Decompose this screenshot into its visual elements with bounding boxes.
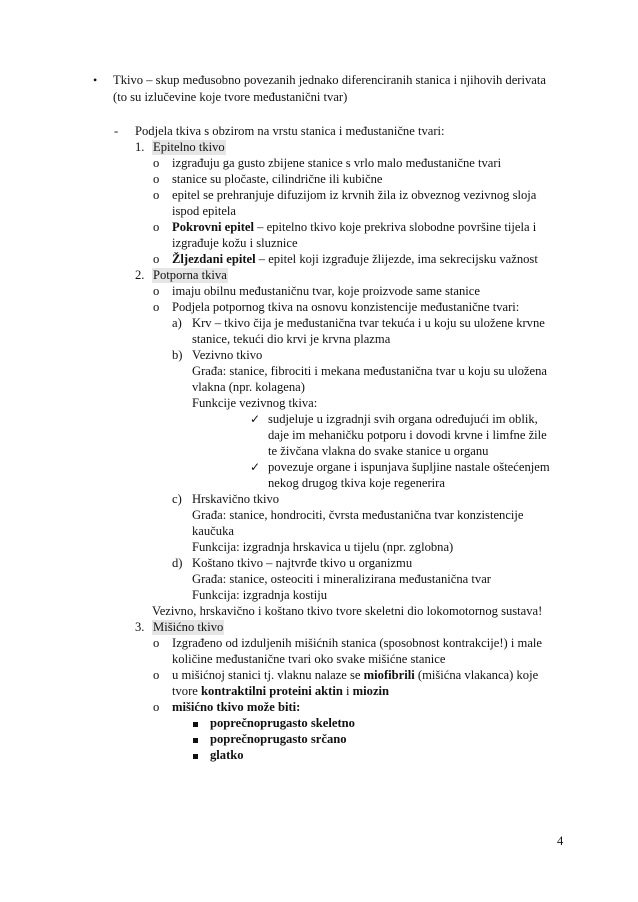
section-number-2: 2. xyxy=(135,268,145,282)
sec1-bullet-3-line-2: ispod epitela xyxy=(172,204,237,218)
sec1-bullet-4-line-2: izgrađuje kožu i sluznice xyxy=(172,236,298,250)
hrskavicno-title: Hrskavično tkivo xyxy=(192,492,280,506)
circle-bullet: o xyxy=(153,700,160,714)
pokrovni-epitel-term: Pokrovni epitel xyxy=(172,220,254,234)
vezivno-grada-line-1: Građa: stanice, fibrociti i mekana međustanična tvar u koju su uložena xyxy=(192,364,547,378)
vezivno-funkcija-2-line-2: nekog drugog tkiva koje regenerira xyxy=(268,476,445,490)
sec2-bullet-2: Podjela potpornog tkiva na osnovu konzistencije međustanične tvari: xyxy=(172,300,520,314)
square-bullet-icon xyxy=(193,738,198,743)
dash-item-text: Podjela tkiva s obzirom na vrstu stanica i međustanične tvari: xyxy=(135,124,445,138)
sec3-bullet-1-line-1: Izgrađeno od izduljenih mišićnih stanica (sposobnost kontrakcije!) i male xyxy=(172,636,543,650)
circle-bullet: o xyxy=(153,284,160,298)
section-number-3: 3. xyxy=(135,620,145,634)
muscle-type-1: poprečnoprugasto skeletno xyxy=(210,716,355,730)
circle-bullet: o xyxy=(153,668,160,682)
circle-bullet: o xyxy=(153,172,160,186)
sec1-bullet-1: izgrađuju ga gusto zbijene stanice s vrlo malo međustanične tvari xyxy=(172,156,502,170)
vezivno-funkcije-label: Funkcije vezivnog tkiva: xyxy=(192,396,318,410)
section-title-misicno: Mišićno tkivo xyxy=(153,620,224,634)
kostano-title: Koštano tkivo – najtvrđe tkivo u organizmu xyxy=(192,556,413,570)
dash-marker: - xyxy=(114,124,119,138)
sec3-bullet-1-line-2: količine međustanične tvari oko svake mišićne stanice xyxy=(172,652,446,666)
vezivno-funkcija-2-line-1: povezuje organe i ispunjava šupljine nastale oštećenjem xyxy=(268,460,550,474)
vezivno-funkcija-1-line-1: sudjeluje u izgradnji svih organa određujući im oblik, xyxy=(268,412,538,426)
sec2-summary: Vezivno, hrskavično i koštano tkivo tvore skeletni dio lokomotornog sustava! xyxy=(152,604,543,618)
letter-a: a) xyxy=(172,316,182,330)
hrskavicno-grada-line-1: Građa: stanice, hondrociti, čvrsta međustanična tvar konzistencije xyxy=(192,508,524,522)
vezivno-title: Vezivno tkivo xyxy=(192,348,263,362)
letter-c: c) xyxy=(172,492,182,506)
vezivno-funkcija-1-line-2: daje im mehaničku potporu i dovodi krvne i limfne žile xyxy=(268,428,547,442)
hrskavicno-funkcija: Funkcija: izgradnja hrskavica u tijelu (npr. zglobna) xyxy=(192,540,454,554)
krv-line-1: Krv – tkivo čija je međustanična tvar tekuća i u koju su uložene krvne xyxy=(192,316,545,330)
circle-bullet: o xyxy=(153,188,160,202)
kostano-funkcija: Funkcija: izgradnja kostiju xyxy=(192,588,328,602)
kostano-grada: Građa: stanice, osteociti i mineralizirana međustanična tvar xyxy=(192,572,491,586)
checkmark-icon: ✓ xyxy=(250,412,261,426)
hrskavicno-grada-line-2: kaučuka xyxy=(192,524,234,538)
letter-d: d) xyxy=(172,556,183,570)
bullet-dot-icon: • xyxy=(93,73,98,87)
circle-bullet: o xyxy=(153,220,160,234)
circle-bullet: o xyxy=(153,300,160,314)
vezivno-grada-line-2: vlakna (npr. kolagena) xyxy=(192,380,305,394)
sec1-bullet-5: Žljezdani epitel – epitel koji izgrađuje žlijezde, ima sekrecijsku važnost xyxy=(172,252,538,266)
sec3-bullet-3: mišićno tkivo može biti: xyxy=(172,700,301,714)
section-number-1: 1. xyxy=(135,140,145,154)
page-number: 4 xyxy=(557,834,564,848)
aktin-term: kontraktilni proteini aktin xyxy=(201,684,343,698)
square-bullet-icon xyxy=(193,722,198,727)
zljezdani-epitel-term: Žljezdani epitel xyxy=(172,252,256,266)
sec1-bullet-3-line-1: epitel se prehranjuje difuzijom iz krvnih žila iz obveznog vezivnog sloja xyxy=(172,188,537,202)
muscle-type-2: poprečnoprugasto srčano xyxy=(210,732,347,746)
intro-line-1: Tkivo – skup međusobno povezanih jednako diferenciranih stanica i njihovih derivata xyxy=(113,73,546,87)
miofibrili-term: miofibrili xyxy=(363,668,415,682)
circle-bullet: o xyxy=(153,636,160,650)
letter-b: b) xyxy=(172,348,183,362)
square-bullet-icon xyxy=(193,754,198,759)
sec3-bullet-2-line-2: tvore kontraktilni proteini aktin i miozin xyxy=(172,684,390,698)
circle-bullet: o xyxy=(153,156,160,170)
sec1-bullet-2: stanice su pločaste, cilindrične ili kubične xyxy=(172,172,383,186)
checkmark-icon: ✓ xyxy=(250,460,261,474)
muscle-type-3: glatko xyxy=(210,748,244,762)
sec3-bullet-2-line-1: u mišićnoj stanici tj. vlaknu nalaze se miofibrili (mišićna vlakanca) koje xyxy=(172,668,539,682)
vezivno-funkcija-1-line-3: te živčana vlakna do svake stanice u organu xyxy=(268,444,489,458)
krv-line-2: stanice, tekući dio krvi je krvna plazma xyxy=(192,332,391,346)
section-title-potporna: Potporna tkiva xyxy=(153,268,227,282)
miozin-term: miozin xyxy=(352,684,390,698)
circle-bullet: o xyxy=(153,252,160,266)
intro-line-2: (to su izlučevine koje tvore međustanični tvar) xyxy=(113,90,348,104)
sec2-bullet-1: imaju obilnu međustaničnu tvar, koje proizvode same stanice xyxy=(172,284,480,298)
sec1-bullet-4-line-1: Pokrovni epitel – epitelno tkivo koje prekriva slobodne površine tijela i xyxy=(172,220,537,234)
section-title-epitelno: Epitelno tkivo xyxy=(153,140,225,154)
